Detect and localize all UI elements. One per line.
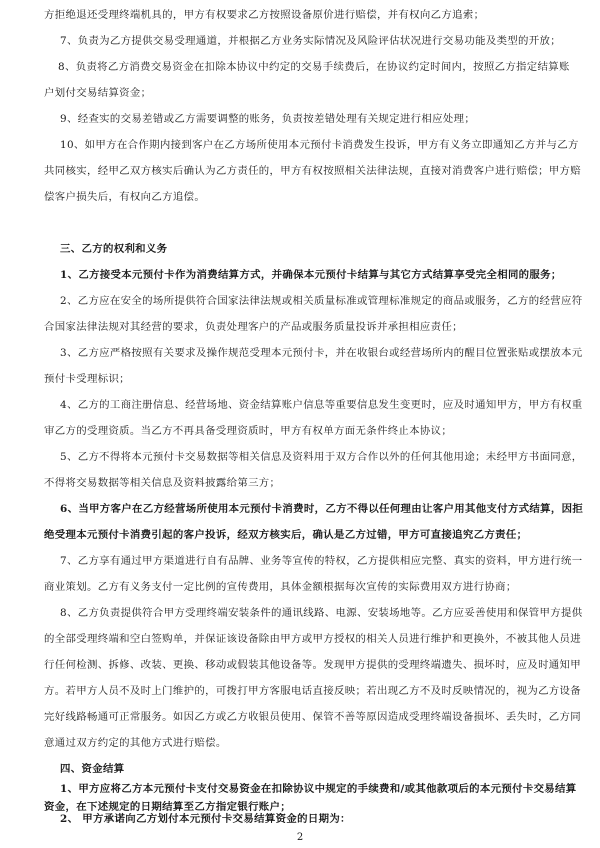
paragraph-line: 2、乙方应在安全的场所提供符合国家法律法规或相关质量标准或管理标准规定的商品或服务，乙方的经营应符 [60, 295, 583, 307]
paragraph-line: 共同核实，经甲乙双方核实后确认为乙方责任的，甲方有权按照相关法律法规，直接对消费客户进行赔偿；甲方赔 [44, 165, 582, 177]
paragraph-line: 6、当甲方客户在乙方经营场所使用本元预付卡消费时，乙方不得以任何理由让客户用其他支付方式结算，因拒 [60, 503, 584, 515]
paragraph-line: 行任何检测、拆修、改装、更换、移动或假装其他设备等。发现甲方提供的受理终端遗失、损坏时，应及时通知甲 [44, 659, 582, 671]
paragraph-line: 完好线路畅通可正常服务。如因乙方或乙方收银员使用、保管不善等原因造成受理终端设备损坏、丢失时，乙方同 [44, 711, 582, 723]
paragraph-line: 预付卡受理标识； [44, 373, 130, 385]
paragraph-line: 的全部受理终端和空白签购单，并保证该设备除由甲方或甲方授权的相关人员进行维护和更换外，不被其他人员进 [44, 633, 582, 645]
paragraph-line: 偿客户损失后，有权向乙方追偿。 [44, 191, 206, 203]
paragraph-line: 2、 甲方承诺向乙方划付本元预付卡交易结算资金的日期为： [60, 813, 351, 825]
paragraph-line: 意通过双方约定的其他方式进行赔偿。 [44, 737, 227, 749]
paragraph-line: 方拒绝退还受理终端机具的，甲方有权要求乙方按照设备原价进行赔偿，并有权向乙方追索； [44, 9, 485, 21]
section-heading: 四、资金结算 [60, 763, 125, 775]
paragraph-line: 10、如甲方在合作期内接到客户在乙方场所使用本元预付卡消费发生投诉，甲方有义务立即通知乙方并与乙方 [60, 139, 579, 151]
paragraph-line: 方。若甲方人员不及时上门维护的，可拨打甲方客服电话直接反映；若出现乙方不及时反映情况的，视为乙方设备 [44, 685, 582, 697]
paragraph-line: 8、负责将乙方消费交易资金在扣除本协议中约定的交易手续费后，在协议约定时间内，按照乙方指定结算账 [58, 61, 570, 73]
page-number: 2 [296, 832, 304, 843]
section-heading: 三、乙方的权利和义务 [60, 243, 168, 255]
paragraph-line: 8、乙方负责提供符合甲方受理终端安装条件的通讯线路、电源、安装场地等。乙方应妥善使用和保管甲方提供 [60, 607, 583, 619]
paragraph-line: 5、乙方不得将本元预付卡交易数据等相关信息及资料用于双方合作以外的任何其他用途；未经甲方书面同意， [60, 451, 583, 463]
paragraph-line: 商业策划。乙方有义务支付一定比例的宣传费用，具体金额根据每次宣传的实际费用双方进行协商； [44, 581, 517, 593]
paragraph-line: 资金，在下述规定的日期结算至乙方指定银行账户； [44, 801, 292, 813]
paragraph-line: 7、负责为乙方提供交易受理通道，并根据乙方业务实际情况及风险评估状况进行交易功能及类型的开放； [60, 35, 562, 47]
paragraph-line: 4、乙方的工商注册信息、经营场地、资金结算账户信息等重要信息发生变更时，应及时通知甲方，甲方有权重 [60, 399, 583, 411]
paragraph-line: 1、乙方接受本元预付卡作为消费结算方式，并确保本元预付卡结算与其它方式结算享受完全相同的服务； [60, 269, 562, 281]
paragraph-line: 户划付交易结算资金； [44, 87, 152, 99]
paragraph-line: 审乙方的受理资质。当乙方不再具备受理资质时，甲方有权单方面无条件终止本协议； [44, 425, 453, 437]
paragraph-line: 绝受理本元预付卡消费引起的客户投诉，经双方核实后，确认是乙方过错，甲方可直接追究乙方责任； [44, 529, 528, 541]
paragraph-line: 不得将交易数据等相关信息及资料披露给第三方； [44, 477, 281, 489]
paragraph-line: 1、甲方应将乙方本元预付卡支付交易资金在扣除协议中规定的手续费和/或其他款项后的本元预付卡交易结算 [60, 783, 577, 795]
paragraph-line: 合国家法律法规对其经营的要求，负责处理客户的产品或服务质量投诉并承担相应责任； [44, 321, 463, 333]
paragraph-line: 3、乙方应严格按照有关要求及操作规范受理本元预付卡，并在收银台或经营场所内的醒目位置张贴或摆放本元 [60, 347, 583, 359]
paragraph-line: 9、经查实的交易差错或乙方需要调整的账务，负责按差错处理有关规定进行相应处理； [60, 113, 476, 125]
paragraph-line: 7、乙方享有通过甲方渠道进行自有品牌、业务等宣传的特权，乙方提供相应完整、真实的资料，甲方进行统一 [60, 555, 583, 567]
